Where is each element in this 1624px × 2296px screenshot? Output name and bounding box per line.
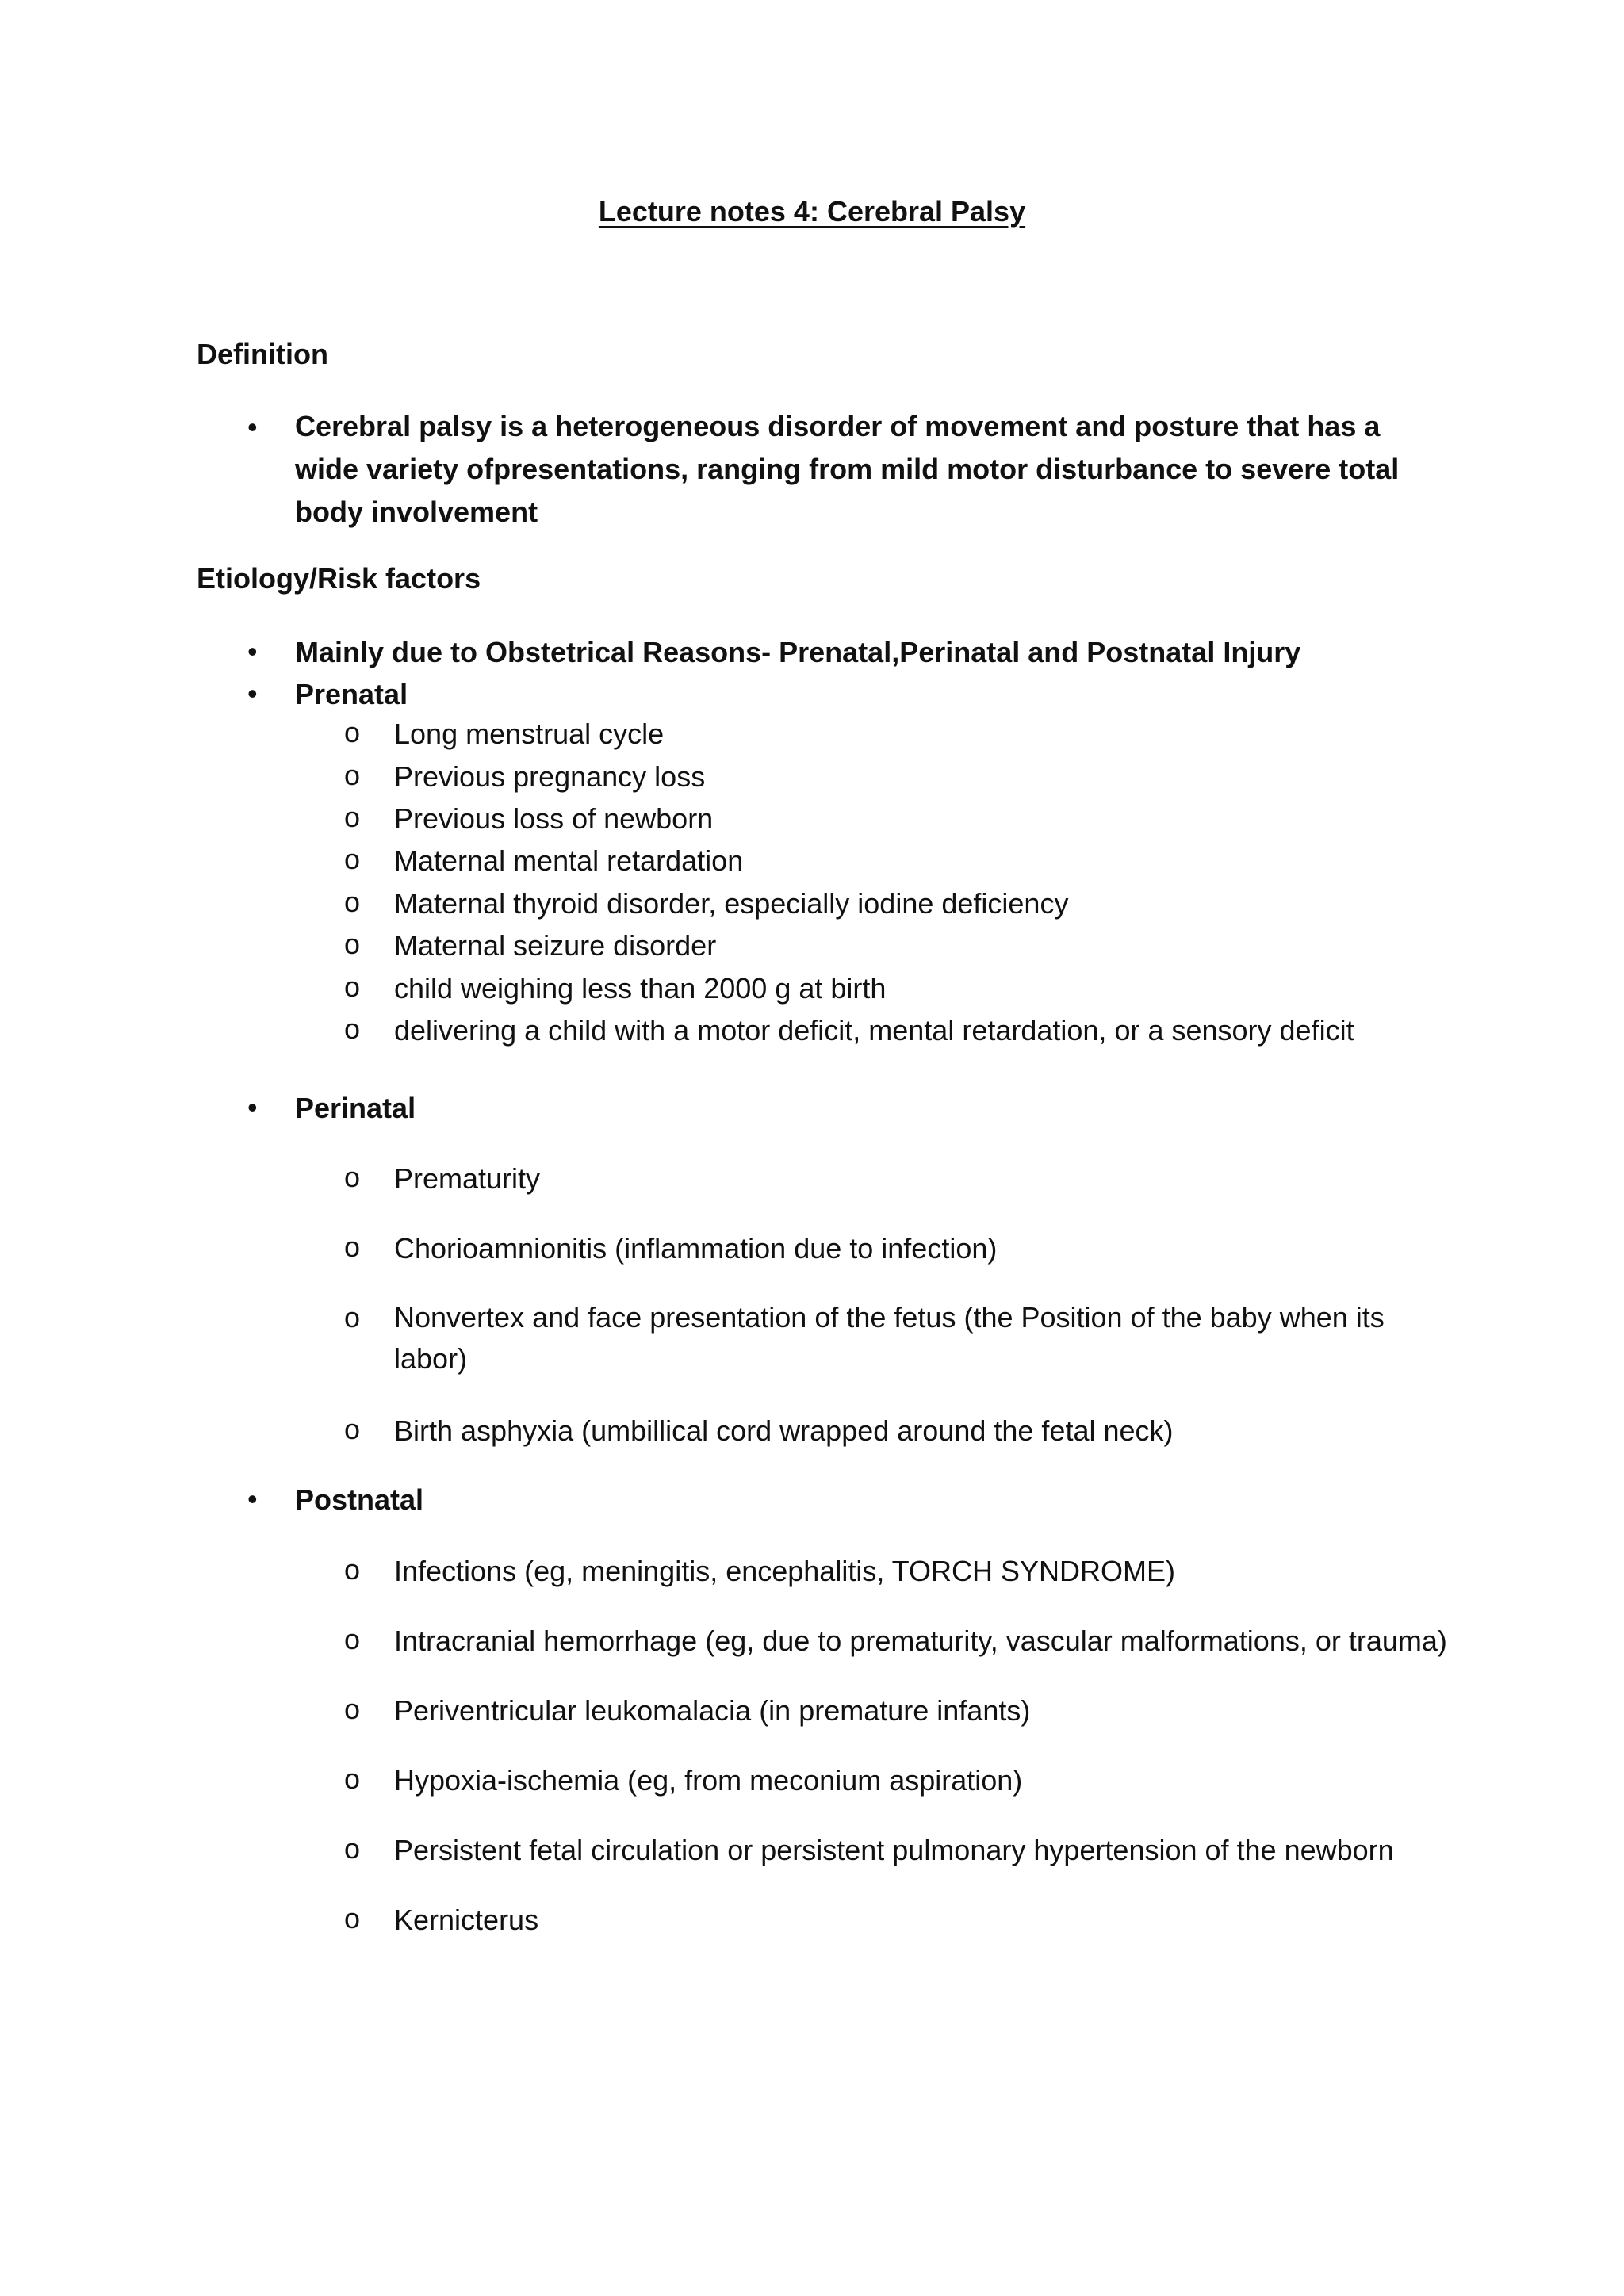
definition-text: Cerebral palsy is a heterogeneous disorder of movement and posture that has a wide variety ofpresentations, ranging from mild motor disturbance to severe total body involvement — [295, 410, 1400, 528]
sub-marker: o — [344, 1012, 361, 1045]
sub-marker: o — [344, 1301, 361, 1334]
sub-marker: o — [344, 928, 361, 960]
sub-marker: o — [344, 843, 361, 875]
bullet-marker: • — [247, 635, 258, 668]
sub-marker: o — [344, 1693, 361, 1725]
sub-marker: o — [344, 1230, 361, 1263]
bullet-marker: • — [247, 677, 258, 710]
sub-marker: o — [344, 1902, 361, 1934]
perinatal-item: Birth asphyxia (umbillical cord wrapped around the fetal neck) — [394, 1414, 1174, 1447]
perinatal-item: Prematurity — [394, 1162, 541, 1195]
sub-marker: o — [344, 886, 361, 918]
postnatal-item: Infections (eg, meningitis, encephalitis, TORCH SYNDROME) — [394, 1555, 1176, 1587]
sub-marker: o — [344, 759, 361, 791]
sub-marker: o — [344, 1623, 361, 1655]
perinatal-item: Chorioamnionitis (inflammation due to infection) — [394, 1232, 998, 1265]
sub-marker: o — [344, 1413, 361, 1445]
bullet-marker: • — [247, 411, 258, 443]
definition-heading: Definition — [197, 338, 328, 370]
sub-marker: o — [344, 1762, 361, 1795]
prenatal-item: Previous pregnancy loss — [394, 760, 706, 793]
postnatal-item: Kernicterus — [394, 1904, 539, 1936]
prenatal-item: Long menstrual cycle — [394, 718, 665, 750]
bullet-marker: • — [247, 1091, 258, 1123]
etiology-heading: Etiology/Risk factors — [197, 562, 481, 595]
postnatal-item: Intracranial hemorrhage (eg, due to prematurity, vascular malformations, or trauma) — [394, 1624, 1447, 1657]
page-title: Lecture notes 4: Cerebral Palsy — [598, 195, 1026, 228]
prenatal-item: delivering a child with a motor deficit, mental retardation, or a sensory deficit — [394, 1014, 1354, 1047]
prenatal-item: Maternal mental retardation — [394, 844, 744, 877]
sub-marker: o — [344, 801, 361, 833]
perinatal-item: Nonvertex and face presentation of the fetus (the Position of the baby when its labor) — [394, 1301, 1385, 1375]
prenatal-label: Prenatal — [295, 678, 408, 710]
prenatal-item: Maternal seizure disorder — [394, 929, 717, 962]
sub-marker: o — [344, 1161, 361, 1193]
postnatal-item: Periventricular leukomalacia (in premature infants) — [394, 1694, 1031, 1727]
postnatal-item: Hypoxia-ischemia (eg, from meconium aspiration) — [394, 1764, 1023, 1797]
sub-marker: o — [344, 970, 361, 1003]
prenatal-item: child weighing less than 2000 g at birth — [394, 972, 887, 1004]
sub-marker: o — [344, 1832, 361, 1865]
bullet-marker: • — [247, 1483, 258, 1515]
prenatal-item: Maternal thyroid disorder, especially iodine deficiency — [394, 887, 1069, 920]
postnatal-item: Persistent fetal circulation or persistent pulmonary hypertension of the newborn — [394, 1834, 1394, 1866]
postnatal-label: Postnatal — [295, 1483, 424, 1516]
etiology-summary: Mainly due to Obstetrical Reasons- Prenatal,Perinatal and Postnatal Injury — [295, 636, 1301, 668]
prenatal-item: Previous loss of newborn — [394, 802, 714, 835]
sub-marker: o — [344, 716, 361, 748]
sub-marker: o — [344, 1553, 361, 1586]
perinatal-label: Perinatal — [295, 1092, 416, 1124]
